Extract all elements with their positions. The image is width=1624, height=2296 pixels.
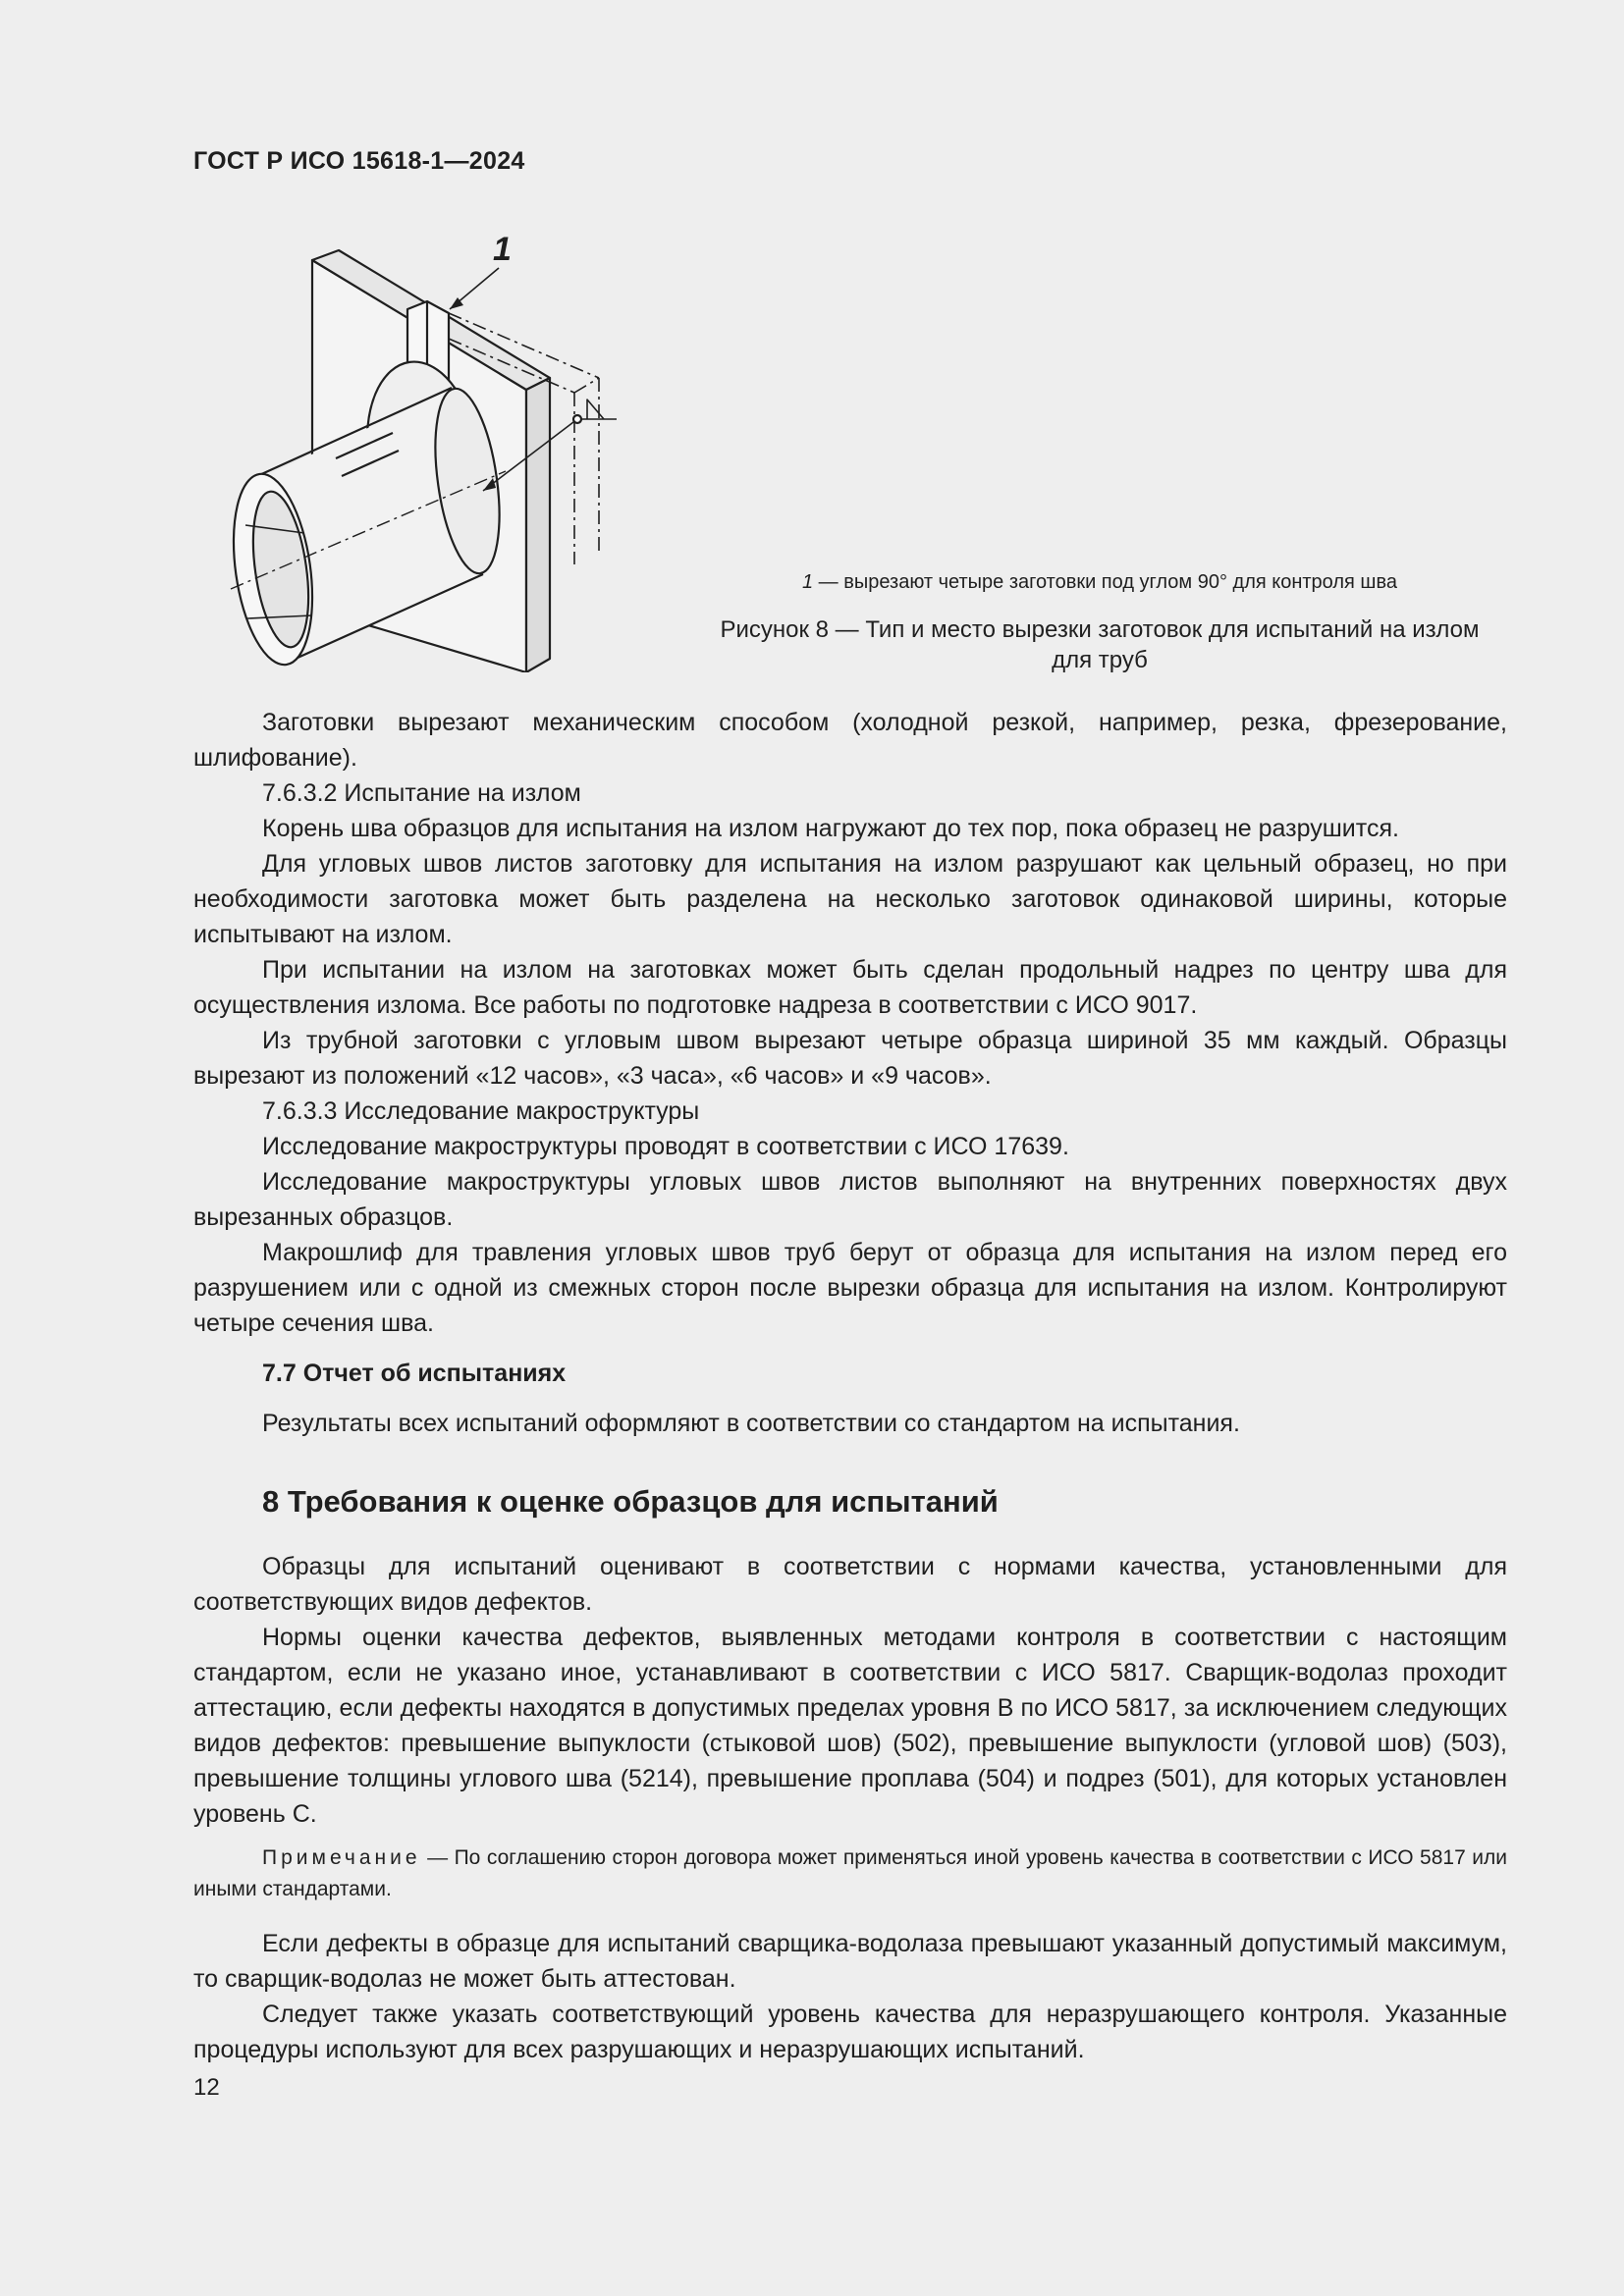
- paragraph: Макрошлиф для травления угловых швов труб берут от образца для испытания на излом перед его разрушением или с одной из смежных сторон после вырезки образца для испытания на излом. Контролируют четыре сечения шва.: [193, 1239, 1507, 1337]
- figure-caption-line2: для труб: [1052, 647, 1148, 673]
- figure-legend: [687, 571, 1512, 594]
- document-header: ГОСТ Р ИСО 15618-1—2024: [193, 147, 525, 175]
- pipe-weld-figure: [226, 231, 638, 672]
- subsection-heading-7-6-3-2: 7.6.3.2 Испытание на излом: [262, 779, 581, 807]
- figure-caption: [687, 614, 1512, 675]
- note-body: — По соглашению сторон договора может применяться иной уровень качества в соответствии с ИСО 5817 или иными стандартами.: [193, 1846, 1507, 1900]
- paragraph: Корень шва образцов для испытания на излом нагружают до тех пор, пока образец не разрушится.: [262, 815, 1399, 842]
- paragraph: Нормы оценки качества дефектов, выявленных методами контроля в соответствии с настоящим стандартом, если не указано иное, устанавливают в соответствии с ИСО 5817. Сварщик-водолаз проходит аттестацию, если дефекты находятся в допустимых пределах уровня B по ИСО 5817, за исключением следующих видов дефектов: превышение выпуклости (стыковой шов) (502), превышение выпуклости (угловой шов) (503), превышение толщины углового шва (5214), превышение проплава (504) и подрез (501), для которых установлен уровень C.: [193, 1624, 1507, 1828]
- paragraph: Исследование макроструктуры проводят в соответствии с ИСО 17639.: [262, 1133, 1069, 1160]
- callout-number: 1: [493, 231, 512, 268]
- section-8-text: [193, 1549, 1507, 1832]
- section-8-title: 8 Требования к оценке образцов для испытаний: [262, 1484, 999, 1519]
- legend-text: — вырезают четыре заготовки под углом 90° для контроля шва: [813, 571, 1397, 593]
- paragraph: При испытании на излом на заготовках может быть сделан продольный надрез по центру шва для осуществления излома. Все работы по подготовке надреза в соответствии с ИСО 9017.: [193, 956, 1507, 1019]
- paragraph: Образцы для испытаний оценивают в соответствии с нормами качества, установленными для соответствующих видов дефектов.: [193, 1553, 1507, 1616]
- subsection-heading-7-6-3-3: 7.6.3.3 Исследование макроструктуры: [262, 1097, 700, 1125]
- fillet-weld-symbol: [587, 400, 604, 419]
- section-7-6-3-text: [193, 705, 1507, 1341]
- section-8-continued: [193, 1926, 1507, 2067]
- paragraph: Если дефекты в образце для испытаний сварщика-водолаза превышают указанный допустимый максимум, то сварщик-водолаз не может быть аттестован.: [193, 1930, 1507, 1993]
- paragraph: Исследование макроструктуры угловых швов листов выполняют на внутренних поверхностях двух вырезанных образцов.: [193, 1168, 1507, 1231]
- paragraph: Для угловых швов листов заготовку для испытания на излом разрушают как цельный образец, но при необходимости заготовка может быть разделена на несколько заготовок одинаковой ширины, которые испытывают на излом.: [193, 850, 1507, 948]
- figure-caption-line1: Рисунок 8 — Тип и место вырезки заготовок для испытаний на излом: [720, 616, 1480, 643]
- page-number: 12: [193, 2074, 220, 2101]
- note-label: Примечание: [262, 1846, 421, 1869]
- paragraph: Результаты всех испытаний оформляют в соответствии со стандартом на испытания.: [262, 1410, 1240, 1437]
- note: [193, 1842, 1507, 1905]
- paragraph: Следует также указать соответствующий уровень качества для неразрушающего контроля. Указанные процедуры используют для всех разрушающих и неразрушающих испытаний.: [193, 2001, 1507, 2063]
- section-7-7-text: [193, 1406, 1507, 1441]
- paragraph: Из трубной заготовки с угловым швом вырезают четыре образца шириной 35 мм каждый. Образцы вырезают из положений «12 часов», «3 часа», «6 часов» и «9 часов».: [193, 1027, 1507, 1090]
- section-7-7-title: 7.7 Отчет об испытаниях: [262, 1360, 567, 1387]
- legend-number: 1: [801, 571, 814, 593]
- plate-side-edge: [526, 378, 550, 672]
- paragraph: Заготовки вырезают механическим способом (холодной резкой, например, резка, фрезерование, шлифование).: [193, 709, 1507, 772]
